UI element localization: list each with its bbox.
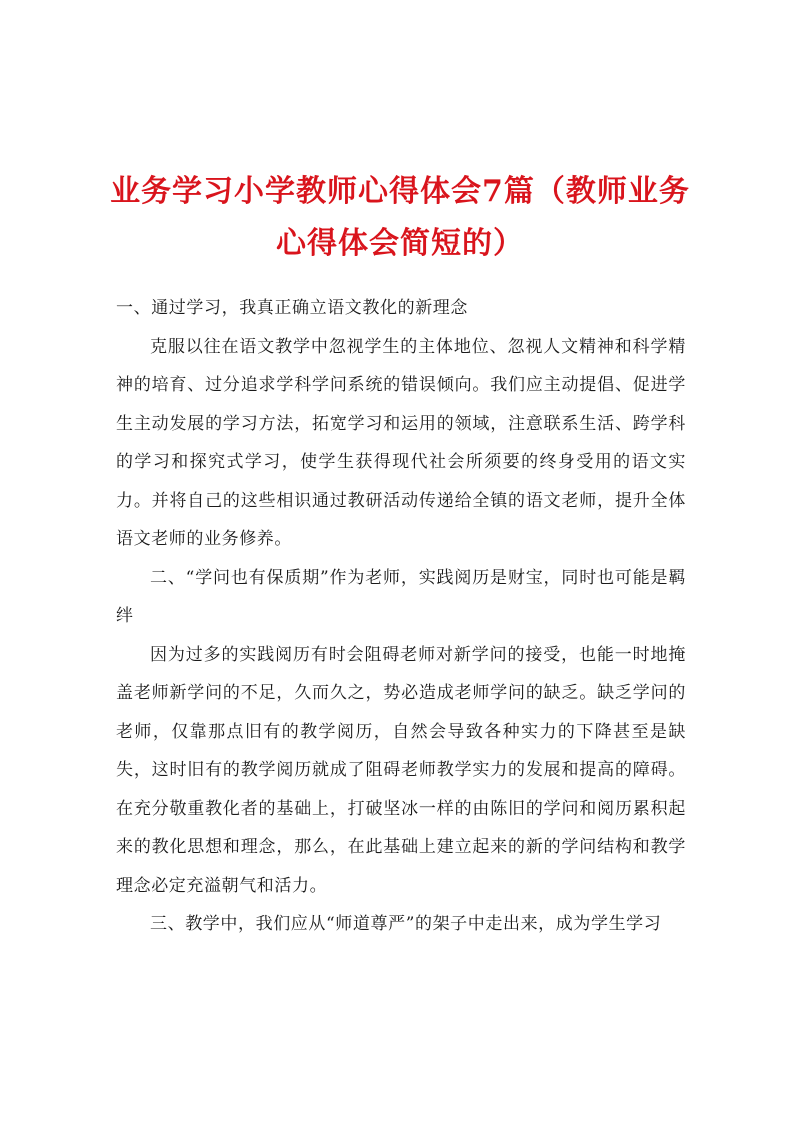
body-paragraph-1: 克服以往在语文教学中忽视学生的主体地位、忽视人文精神和科学精神的培育、过分追求学科学问系统的错误倾向。我们应主动提倡、促进学生主动发展的学习方法，拓宽学习和运用的领域，注意联系生活、跨学科的学习和探究式学习，使学生获得现代社会所须要的终身受用的语文实力。并将自己的这些相识通过教研活动传递给全镇的语文老师，提升全体语文老师的业务修养。 [116,336,686,549]
section-heading-2: 二、“学问也有保质期”作为老师，实践阅历是财宝，同时也可能是羁绊 [116,567,686,626]
section-heading-1: 一、通过学习，我真正确立语文教化的新理念 [116,298,468,318]
document-body [116,289,686,944]
body-paragraph-2: 因为过多的实践阅历有时会阻碍老师对新学问的接受，也能一时地掩盖老师新学问的不足，久而久之，势必造成老师学问的缺乏。缺乏学问的老师，仅靠那点旧有的教学阅历，自然会导致各种实力的下降甚至是缺失，这时旧有的教学阅历就成了阻碍老师教学实力的发展和提高的障碍。在充分敬重教化者的基础上，打破坚冰一样的由陈旧的学问和阅历累积起来的教化思想和理念，那么，在此基础上建立起来的新的学问结构和教学理念必定充溢朝气和活力。 [116,644,686,896]
section-heading-3: 三、教学中，我们应从“师道尊严”的架子中走出来，成为学生学习 [150,914,662,934]
document-title: 业务学习小学教师心得体会7篇（教师业务心得体会简短的） [110,174,690,261]
